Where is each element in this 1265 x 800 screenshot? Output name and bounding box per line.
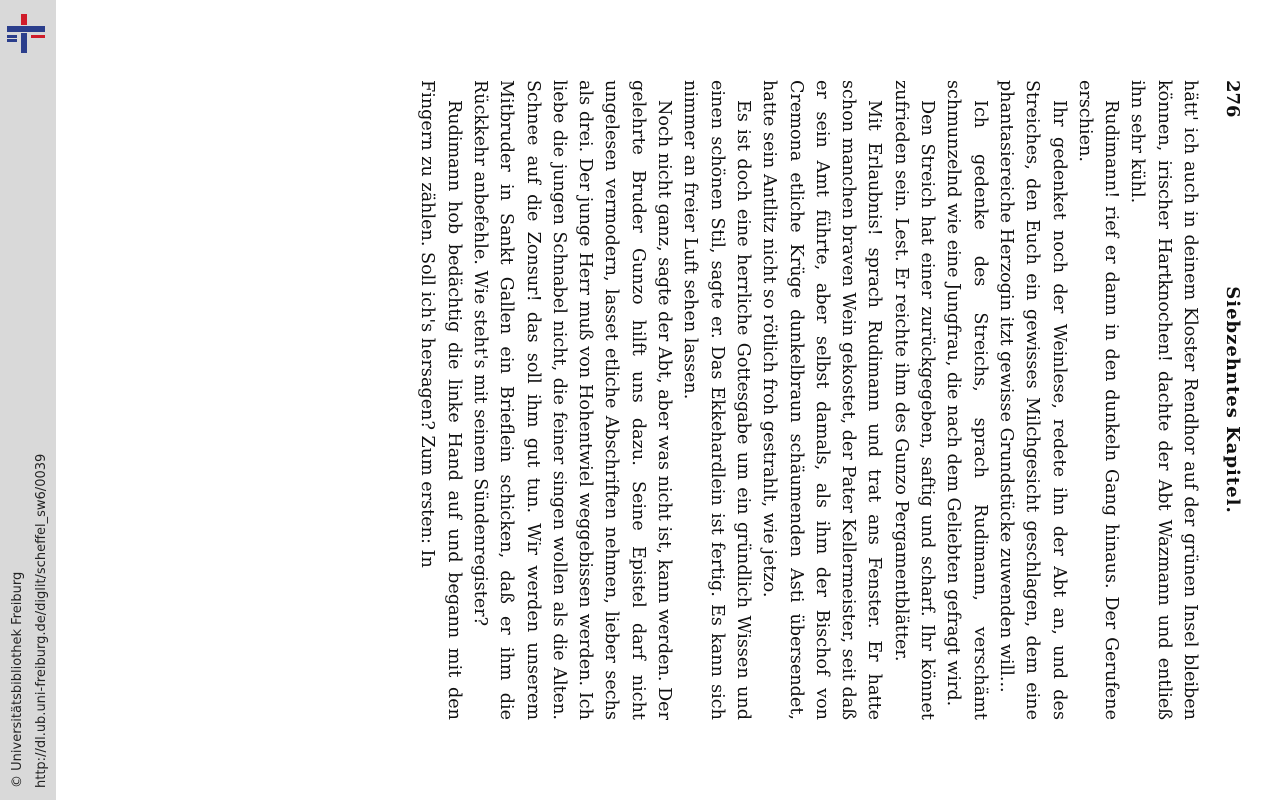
source-url[interactable]: http://dl.ub.uni-freiburg.de/diglit/scheffel_sw6/0039: [34, 453, 49, 788]
paragraph: Ihr gedenket noch der Weinlese, redete ihn der Abt an, und des Streiches, den Euch ein gewisses Milchgesicht geschlagen, dem eine phantasiereiche Herzogin itzt gewisse Grundstücke zuwenden will...: [995, 80, 1069, 720]
chapter-title: Siebzehntes Kapitel.: [1222, 286, 1243, 514]
page-body: [414, 80, 1203, 720]
page-header: [1219, 80, 1243, 720]
scanned-page: [56, 0, 1265, 800]
copyright-notice: © Universitätsbibliothek Freiburg: [10, 571, 25, 788]
paragraph: Den Streich hat einer zurückgegeben, saftig und scharf. Ihr könnet zufrieden sein. Lest. Er reichte ihm des Gunzo Pergamentblätter.: [890, 80, 938, 720]
page-number: 276: [1222, 80, 1243, 118]
page-content-rotated: [225, 80, 1265, 720]
paragraph: Rudimann hob bedächtig die linke Hand auf und begann mit den Fingern zu zählen. Soll ich's hersagen? Zum ersten: In: [417, 80, 464, 720]
paragraph: hätt' ich auch in deinem Kloster Rendhor auf der grünen Insel bleiben können, irischer Hartknochen! dachte der Abt Wazmann und entließ ihn sehr kühl.: [1127, 80, 1200, 720]
sidebar: [0, 0, 56, 800]
paragraph: Ich gedenke des Streichs, sprach Rudimann, verschämt schmunzelnd wie eine Jungfrau, die nach dem Geliebten gefragt wird.: [943, 80, 990, 720]
paragraph: Mit Erlaubnis! sprach Rudimann und trat ans Fenster. Er hatte schon manchen braven Wein gekostet, der Pater Kellermeister, seit daß er sein Amt führte, aber selbst damals, als ihm der Bischof von Cremona etliche Krüge dunkelbraun schäumenden Asti übersendet, hatte sein Antlitz nicht so rötlich froh gestrahlt, wie jetzo.: [759, 80, 885, 720]
paragraph: Rudimann! rief er dann in den dunkeln Gang hinaus. Der Gerufene erschien.: [1074, 80, 1122, 720]
paragraph: Es ist doch eine herrliche Gottesgabe um ein gründlich Wissen und einen schönen Stil, sagte er. Das Ekkehardlein ist fertig. Es kann sich nimmer an freier Luft sehen lassen.: [680, 80, 753, 720]
paragraph: Noch nicht ganz, sagte der Abt, aber was nicht ist, kann werden. Der gelehrte Bruder Gunzo hilft uns dazu. Seine Epistel darf nicht ungelesen vermodern, lasset etliche Abschriften nehmen, lieber sechs als drei. Der junge Herr muß von Hohentwiel weggebissen werden. Ich liebe die jungen Schnabel nicht, die feiner singen wollen als die Alten. Schnee auf die Zonsur! das soll ihm gut tun. Wir werden unserem Mitbruder in Sankt Gallen ein Brieflein schicken, daß er ihm die Rückkehr anbefehle. Wie steht's mit seinem Sündenregister?: [469, 80, 675, 720]
